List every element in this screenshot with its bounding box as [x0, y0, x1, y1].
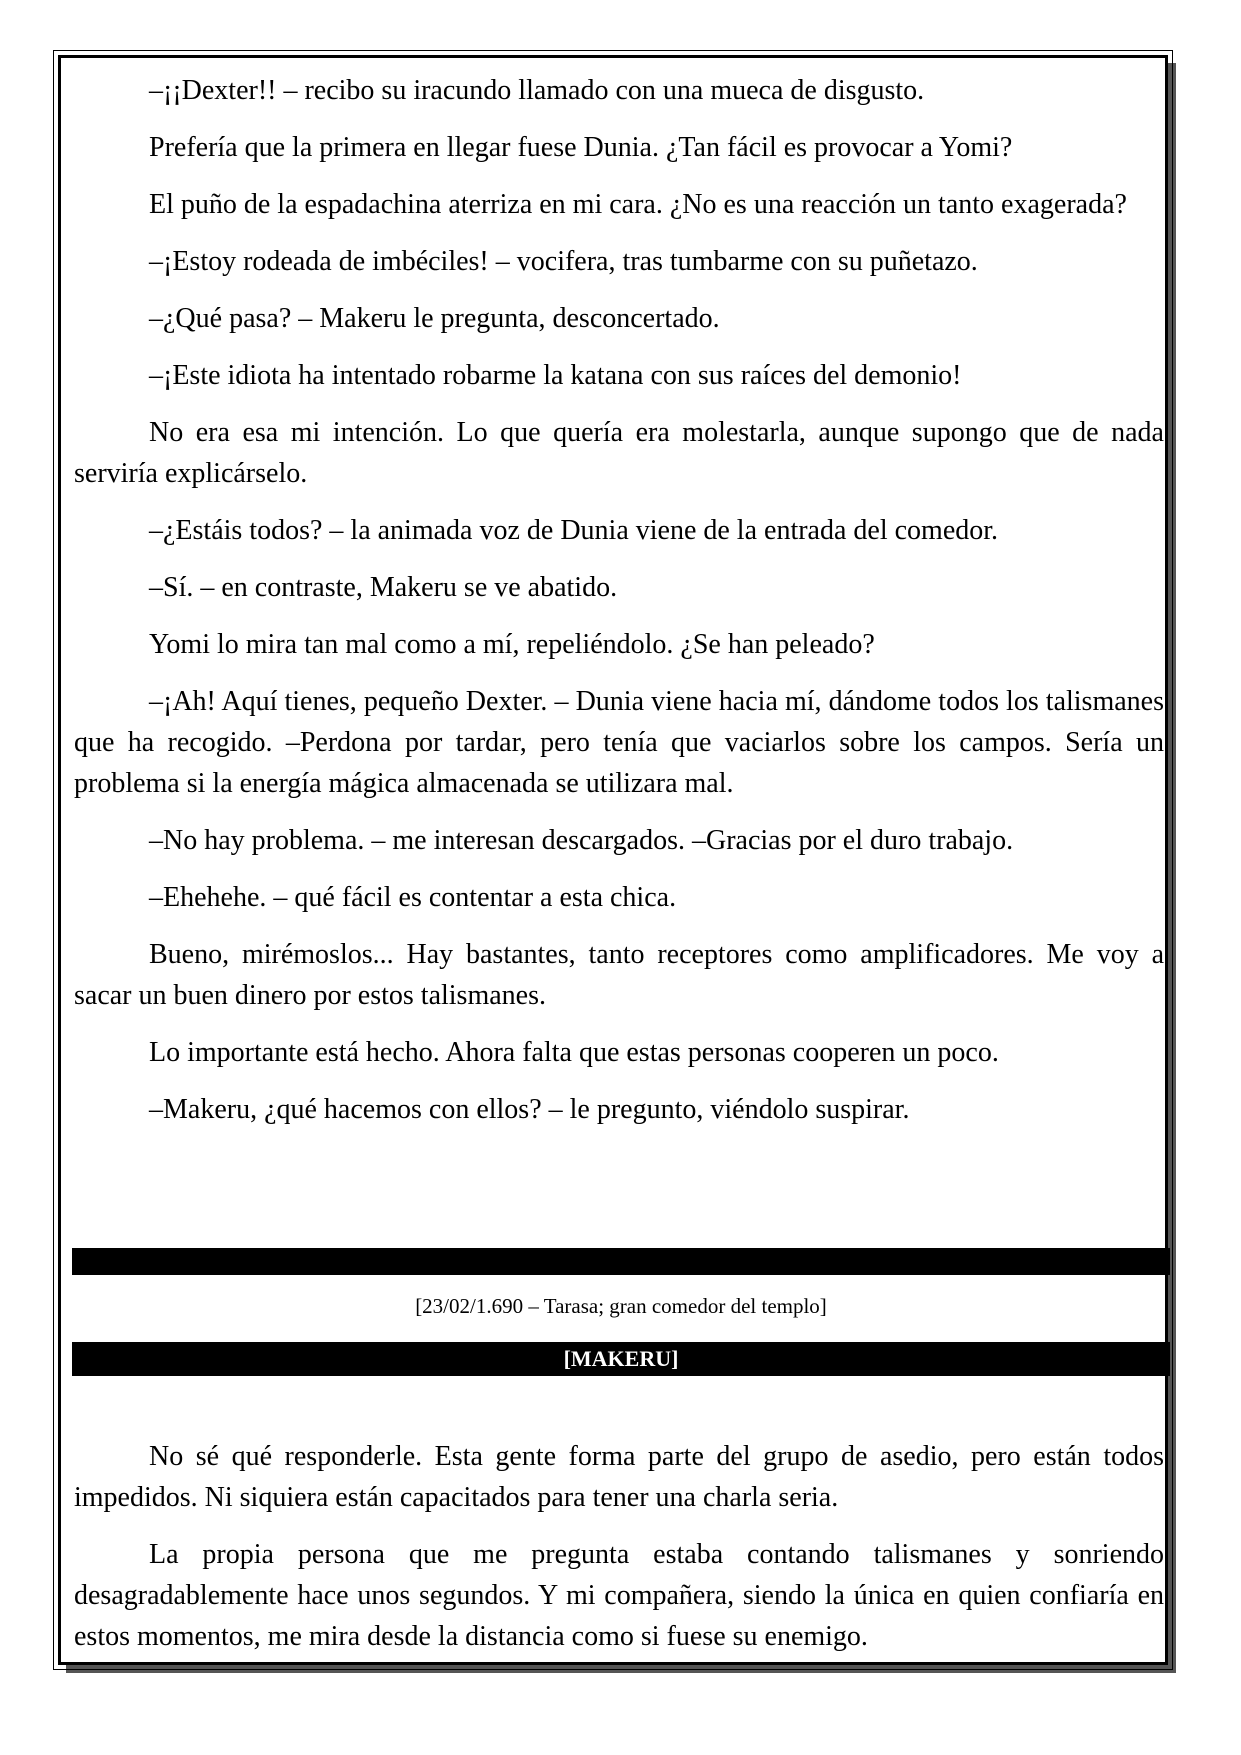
paragraph: –¿Estáis todos? – la animada voz de Dunia viene de la entrada del comedor.: [149, 515, 999, 546]
paragraph: No sé qué responderle. Esta gente forma parte del grupo de asedio, pero están todos impedidos. Ni siquiera están capacitados para tener una charla seria.: [74, 1441, 1164, 1513]
paragraph: –¡¡Dexter!! – recibo su iracundo llamado con una mueca de disgusto.: [149, 75, 925, 106]
pov-character-banner: [MAKERU]: [72, 1342, 1170, 1376]
paragraph: Lo importante está hecho. Ahora falta que estas personas cooperen un poco.: [149, 1037, 999, 1068]
paragraph: –¡Ah! Aquí tienes, pequeño Dexter. – Dunia viene hacia mí, dándome todos los talismanes que ha recogido. –Perdona por tardar, pero tenía que vaciarlos sobre los campos. Sería un problema si la energía mágica almacenada se utilizara mal.: [74, 686, 1164, 799]
paragraph: –¡Estoy rodeada de imbéciles! – vocifera, tras tumbarme con su puñetazo.: [149, 246, 978, 277]
paragraph: –Makeru, ¿qué hacemos con ellos? – le pregunto, viéndolo suspirar.: [149, 1094, 910, 1125]
paragraph: No era esa mi intención. Lo que quería era molestarla, aunque supongo que de nada serviría explicárselo.: [74, 417, 1164, 489]
section-one-text: [74, 70, 1164, 1146]
paragraph: Bueno, mirémoslos... Hay bastantes, tanto receptores como amplificadores. Me voy a sacar un buen dinero por estos talismanes.: [74, 939, 1164, 1011]
paragraph: –¿Qué pasa? – Makeru le pregunta, desconcertado.: [149, 303, 720, 334]
paragraph: La propia persona que me pregunta estaba contando talismanes y sonriendo desagradablemente hace unos segundos. Y mi compañera, siendo la única en quien confiaría en estos momentos, me mira desde la distancia como si fuese su enemigo.: [74, 1539, 1164, 1652]
section-two-text: [74, 1436, 1164, 1673]
paragraph: –No hay problema. – me interesan descargados. –Gracias por el duro trabajo.: [149, 825, 1014, 856]
paragraph: –¡Este idiota ha intentado robarme la katana con sus raíces del demonio!: [149, 360, 962, 391]
scene-divider-bar: [72, 1248, 1170, 1275]
paragraph: El puño de la espadachina aterriza en mi cara. ¿No es una reacción un tanto exagerada?: [149, 189, 1127, 220]
paragraph: –Ehehehe. – qué fácil es contentar a esta chica.: [149, 882, 677, 913]
paragraph: –Sí. – en contraste, Makeru se ve abatido.: [149, 572, 618, 603]
scene-date-location: [23/02/1.690 – Tarasa; gran comedor del templo]: [415, 1294, 827, 1318]
paragraph: Prefería que la primera en llegar fuese Dunia. ¿Tan fácil es provocar a Yomi?: [149, 132, 1013, 163]
paragraph: Yomi lo mira tan mal como a mí, repeliéndolo. ¿Se han peleado?: [149, 629, 875, 660]
